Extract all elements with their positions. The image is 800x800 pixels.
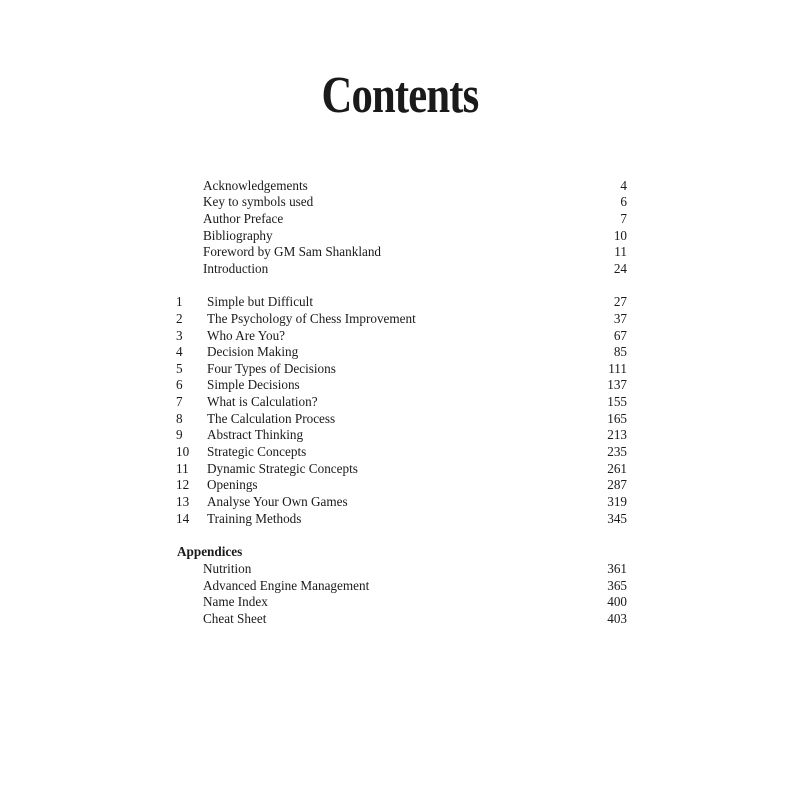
chapter-number: 8 xyxy=(176,411,183,426)
toc-entry-chapter[interactable] xyxy=(176,511,627,527)
chapter-number: 5 xyxy=(176,361,183,376)
chapter-number: 3 xyxy=(176,328,183,343)
toc-entry-page: 11 xyxy=(614,244,627,259)
chapter-number: 7 xyxy=(176,394,183,409)
toc-entry-front[interactable] xyxy=(203,194,627,210)
toc-entry-front[interactable] xyxy=(203,228,627,244)
page-title: Contents xyxy=(321,67,479,124)
chapter-number: 4 xyxy=(176,344,183,359)
toc-entry-label: Who Are You? xyxy=(207,328,286,343)
toc-entry-page: 27 xyxy=(613,294,627,309)
toc-entry-front[interactable] xyxy=(203,261,627,277)
toc-entry-page: 319 xyxy=(607,494,627,509)
toc-entry-appendix[interactable] xyxy=(203,561,627,577)
appendices-heading: Appendices xyxy=(177,544,243,559)
toc-entry-page: 6 xyxy=(620,194,627,209)
toc-entry-page: 213 xyxy=(607,427,627,442)
chapter-number: 13 xyxy=(176,494,190,509)
toc-entry-label: Decision Making xyxy=(207,344,299,359)
toc-entry-page: 345 xyxy=(607,511,627,526)
toc-entry-label: Strategic Concepts xyxy=(207,444,307,459)
toc-entry-page: 261 xyxy=(607,461,627,476)
toc-entry-label: Author Preface xyxy=(203,211,284,226)
toc-entry-label: Four Types of Decisions xyxy=(207,361,336,376)
chapter-number: 2 xyxy=(176,311,183,326)
chapter-number: 14 xyxy=(176,511,190,526)
toc-entry-label: The Calculation Process xyxy=(207,411,336,426)
toc-entry-chapter[interactable] xyxy=(176,328,627,344)
toc-entry-page: 400 xyxy=(607,594,627,609)
toc-entry-label: The Psychology of Chess Improvement xyxy=(207,311,416,326)
toc-entry-page: 10 xyxy=(613,228,627,243)
toc-entry-page: 24 xyxy=(613,261,627,276)
toc-entry-chapter[interactable] xyxy=(176,411,627,427)
toc-entry-page: 365 xyxy=(607,578,627,593)
toc-entry-label: Name Index xyxy=(203,594,268,609)
toc-entry-page: 67 xyxy=(613,328,627,343)
toc-entry-label: Introduction xyxy=(203,261,269,276)
toc-entry-label: Advanced Engine Management xyxy=(203,578,370,593)
toc-entry-page: 4 xyxy=(620,178,627,193)
toc-entry-page: 155 xyxy=(607,394,627,409)
toc-entry-page: 7 xyxy=(620,211,627,226)
toc-entry-label: Training Methods xyxy=(207,511,302,526)
chapter-number: 9 xyxy=(176,427,183,442)
toc-entry-page: 287 xyxy=(607,477,627,492)
toc-entry-front[interactable] xyxy=(203,178,627,194)
toc-entry-label: Analyse Your Own Games xyxy=(207,494,348,509)
toc-entry-label: Openings xyxy=(207,477,258,492)
toc-entry-chapter[interactable] xyxy=(176,294,627,310)
toc-entry-chapter[interactable] xyxy=(176,394,627,410)
toc-entry-label: Foreword by GM Sam Shankland xyxy=(203,244,382,259)
toc-entry-page: 403 xyxy=(607,611,627,626)
chapter-number: 11 xyxy=(176,461,189,476)
toc-entry-appendix[interactable] xyxy=(203,611,627,627)
toc-entry-label: Acknowledgements xyxy=(203,178,308,193)
toc-entry-label: Simple but Difficult xyxy=(207,294,313,309)
toc-entry-chapter[interactable] xyxy=(176,361,627,377)
toc-entry-page: 165 xyxy=(607,411,627,426)
toc-entry-page: 361 xyxy=(607,561,627,576)
chapter-number: 10 xyxy=(176,444,190,459)
toc-entry-front[interactable] xyxy=(203,211,627,227)
toc-entry-chapter[interactable] xyxy=(176,461,627,477)
toc-entry-chapter[interactable] xyxy=(176,311,627,327)
toc-entry-appendix[interactable] xyxy=(203,594,627,610)
toc-entry-label: What is Calculation? xyxy=(207,394,318,409)
toc-entry-label: Bibliography xyxy=(203,228,273,243)
toc-entry-chapter[interactable] xyxy=(176,344,627,360)
toc-entry-label: Simple Decisions xyxy=(207,377,300,392)
toc-entry-label: Nutrition xyxy=(203,561,252,576)
toc-entry-front[interactable] xyxy=(203,244,627,260)
toc-entry-page: 111 xyxy=(608,361,627,376)
chapter-number: 1 xyxy=(176,294,183,309)
toc-entry-page: 85 xyxy=(613,344,627,359)
toc-entry-page: 137 xyxy=(607,377,627,392)
toc-entry-chapter[interactable] xyxy=(176,427,627,443)
toc-entry-chapter[interactable] xyxy=(176,494,627,510)
toc-entry-chapter[interactable] xyxy=(176,377,627,393)
toc-entry-appendix[interactable] xyxy=(203,578,627,594)
toc-entry-label: Cheat Sheet xyxy=(203,611,267,626)
chapter-number: 12 xyxy=(176,477,190,492)
toc-entry-page: 235 xyxy=(607,444,627,459)
toc-entry-chapter[interactable] xyxy=(176,477,627,493)
toc-entry-label: Key to symbols used xyxy=(203,194,314,209)
toc-entry-label: Dynamic Strategic Concepts xyxy=(207,461,358,476)
chapter-number: 6 xyxy=(176,377,183,392)
toc-entry-chapter[interactable] xyxy=(176,444,627,460)
toc-entry-page: 37 xyxy=(613,311,627,326)
toc-entry-label: Abstract Thinking xyxy=(207,427,304,442)
